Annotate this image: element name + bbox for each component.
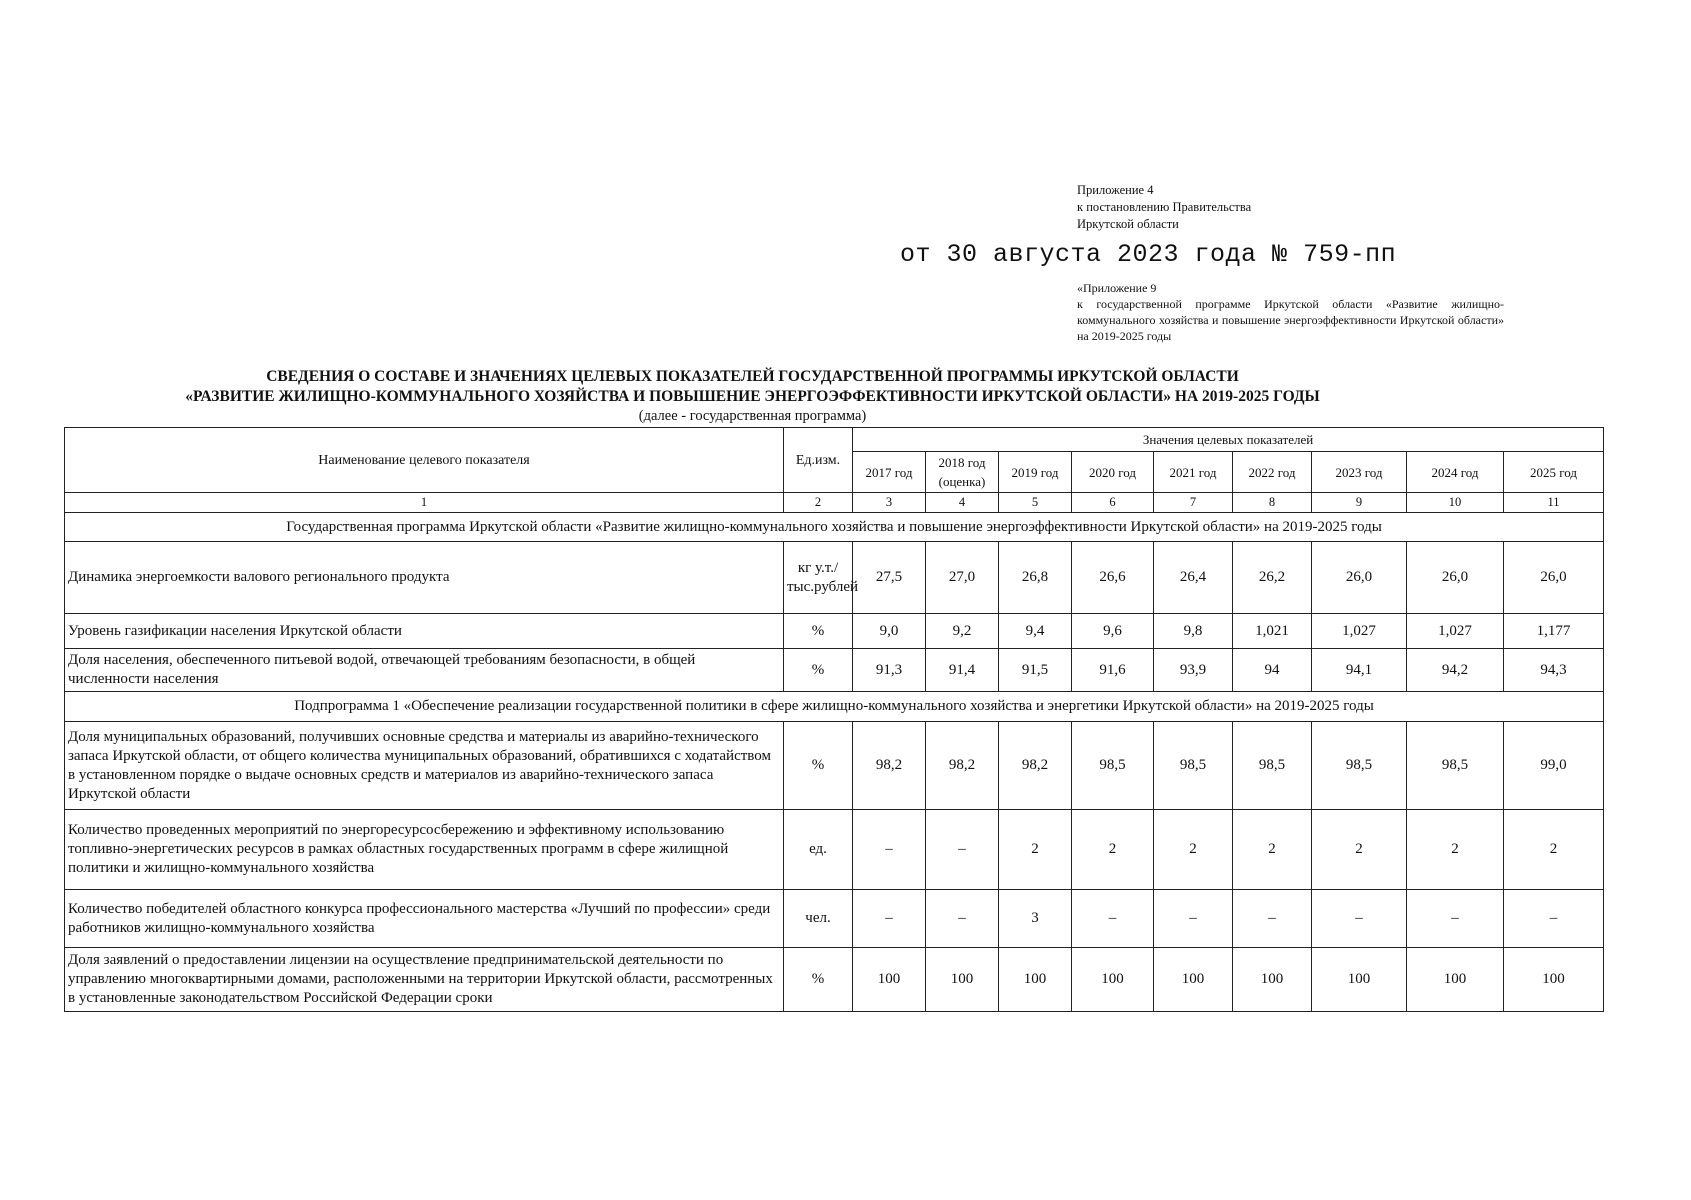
indicator-name: Доля заявлений о предоставлении лицензии на осуществление предпринимательской деятельности по управлению многоквартирными домами, расположенными на территории Иркутской области, рассмотренных в установленные законодательством Российской Федерации сроки bbox=[65, 948, 784, 1012]
indicator-value: 100 bbox=[926, 948, 999, 1012]
indicator-value: 26,0 bbox=[1407, 542, 1504, 614]
indicator-value: 98,5 bbox=[1407, 722, 1504, 810]
indicator-value: 2 bbox=[1072, 810, 1154, 890]
indicator-value: 26,6 bbox=[1072, 542, 1154, 614]
indicator-value: 100 bbox=[1072, 948, 1154, 1012]
column-number: 4 bbox=[926, 493, 999, 513]
section-row bbox=[65, 692, 1604, 722]
indicator-unit: % bbox=[784, 614, 853, 649]
indicator-value: 26,0 bbox=[1312, 542, 1407, 614]
indicator-value: 100 bbox=[1154, 948, 1233, 1012]
header-year: 2017 год bbox=[853, 452, 926, 493]
table-row bbox=[65, 722, 1604, 810]
table-row bbox=[65, 649, 1604, 692]
indicator-value: 2 bbox=[1154, 810, 1233, 890]
indicator-value: 94,3 bbox=[1504, 649, 1604, 692]
appendix-header bbox=[1077, 182, 1251, 233]
document-subtitle: (далее - государственная программа) bbox=[638, 408, 867, 424]
table-row bbox=[65, 810, 1604, 890]
appendix9-title: «Приложение 9 bbox=[1077, 281, 1157, 295]
indicator-value: 2 bbox=[1312, 810, 1407, 890]
header-name: Наименование целевого показателя bbox=[65, 428, 784, 493]
indicator-value: – bbox=[926, 890, 999, 948]
header-values: Значения целевых показателей bbox=[853, 428, 1604, 452]
indicator-value: 94,1 bbox=[1312, 649, 1407, 692]
column-number: 11 bbox=[1504, 493, 1604, 513]
indicator-value: 91,6 bbox=[1072, 649, 1154, 692]
indicator-value: – bbox=[1504, 890, 1604, 948]
header-year: 2018 год (оценка) bbox=[926, 452, 999, 493]
indicator-value: 9,6 bbox=[1072, 614, 1154, 649]
indicators-table bbox=[64, 427, 1604, 1012]
indicator-value: 2 bbox=[999, 810, 1072, 890]
column-number: 2 bbox=[784, 493, 853, 513]
indicator-value: – bbox=[853, 890, 926, 948]
indicator-value: 98,5 bbox=[1312, 722, 1407, 810]
indicator-name: Уровень газификации населения Иркутской области bbox=[65, 614, 784, 649]
indicator-value: 98,5 bbox=[1233, 722, 1312, 810]
indicator-value: 99,0 bbox=[1504, 722, 1604, 810]
header-year: 2020 год bbox=[1072, 452, 1154, 493]
header-year: 2024 год bbox=[1407, 452, 1504, 493]
indicator-value: 26,0 bbox=[1504, 542, 1604, 614]
indicator-value: 91,5 bbox=[999, 649, 1072, 692]
header-year: 2019 год bbox=[999, 452, 1072, 493]
indicator-value: 9,8 bbox=[1154, 614, 1233, 649]
indicator-value: 100 bbox=[1233, 948, 1312, 1012]
indicator-unit: кг у.т./ тыс.рублей bbox=[784, 542, 853, 614]
appendix9-text: к государственной программе Иркутской области «Развитие жилищно-коммунального хозяйства и повышение энергоэффективности Иркутской области» на 2019-2025 годы bbox=[1077, 297, 1504, 343]
indicator-value: – bbox=[926, 810, 999, 890]
indicator-value: 2 bbox=[1504, 810, 1604, 890]
column-number: 5 bbox=[999, 493, 1072, 513]
indicator-name: Динамика энергоемкости валового регионального продукта bbox=[65, 542, 784, 614]
section-title: Государственная программа Иркутской области «Развитие жилищно-коммунального хозяйства и повышение энергоэффективности Иркутской области» на 2019-2025 годы bbox=[65, 513, 1604, 542]
indicator-value: – bbox=[1233, 890, 1312, 948]
indicator-unit: чел. bbox=[784, 890, 853, 948]
indicator-value: 3 bbox=[999, 890, 1072, 948]
indicator-value: 91,4 bbox=[926, 649, 999, 692]
indicator-unit: ед. bbox=[784, 810, 853, 890]
indicator-value: 93,9 bbox=[1154, 649, 1233, 692]
indicator-value: – bbox=[1312, 890, 1407, 948]
indicator-value: 27,0 bbox=[926, 542, 999, 614]
indicator-value: 100 bbox=[1312, 948, 1407, 1012]
indicator-unit: % bbox=[784, 722, 853, 810]
indicator-value: 98,2 bbox=[926, 722, 999, 810]
indicator-value: 100 bbox=[999, 948, 1072, 1012]
section-row bbox=[65, 513, 1604, 542]
indicator-value: 9,0 bbox=[853, 614, 926, 649]
indicator-value: 9,2 bbox=[926, 614, 999, 649]
column-number: 10 bbox=[1407, 493, 1504, 513]
column-number: 9 bbox=[1312, 493, 1407, 513]
indicator-name: Доля муниципальных образований, получивших основные средства и материалы из аварийно-технического запаса Иркутской области, от общего количества муниципальных образований, обратившихся с ходатайством в установленном порядке о выдаче основных средств и материалов из аварийно-технического запаса Иркутской области bbox=[65, 722, 784, 810]
header-year: 2021 год bbox=[1154, 452, 1233, 493]
indicator-value: 1,027 bbox=[1407, 614, 1504, 649]
indicator-value: 1,027 bbox=[1312, 614, 1407, 649]
indicator-value: 26,4 bbox=[1154, 542, 1233, 614]
indicator-value: 27,5 bbox=[853, 542, 926, 614]
table-row bbox=[65, 948, 1604, 1012]
indicator-value: 2 bbox=[1407, 810, 1504, 890]
table-row bbox=[65, 890, 1604, 948]
indicator-value: – bbox=[853, 810, 926, 890]
document-title-line2: «РАЗВИТИЕ ЖИЛИЩНО-КОММУНАЛЬНОГО ХОЗЯЙСТВА И ПОВЫШЕНИЕ ЭНЕРГОЭФФЕКТИВНОСТИ ИРКУТСКОЙ ОБЛАСТИ» НА 2019-2025 ГОДЫ bbox=[185, 388, 1320, 405]
indicator-value: 1,021 bbox=[1233, 614, 1312, 649]
indicator-value: 1,177 bbox=[1504, 614, 1604, 649]
indicator-value: 2 bbox=[1233, 810, 1312, 890]
indicator-value: 98,5 bbox=[1154, 722, 1233, 810]
indicator-value: 94,2 bbox=[1407, 649, 1504, 692]
indicator-value: 26,8 bbox=[999, 542, 1072, 614]
appendix9-block bbox=[1077, 280, 1504, 344]
appendix-line: к постановлению Правительства bbox=[1077, 200, 1252, 214]
column-number: 7 bbox=[1154, 493, 1233, 513]
indicator-value: 9,4 bbox=[999, 614, 1072, 649]
header-year: 2023 год bbox=[1312, 452, 1407, 493]
column-number: 6 bbox=[1072, 493, 1154, 513]
indicator-value: 94 bbox=[1233, 649, 1312, 692]
indicator-value: 100 bbox=[1504, 948, 1604, 1012]
header-year: 2022 год bbox=[1233, 452, 1312, 493]
table-row bbox=[65, 542, 1604, 614]
indicator-value: – bbox=[1072, 890, 1154, 948]
indicator-value: 91,3 bbox=[853, 649, 926, 692]
header-unit: Ед.изм. bbox=[784, 428, 853, 493]
indicator-name: Доля населения, обеспеченного питьевой водой, отвечающей требованиям безопасности, в общей численности населения bbox=[65, 649, 784, 692]
indicator-name: Количество проведенных мероприятий по энергоресурсосбережению и эффективному использованию топливно-энергетических ресурсов в рамках областных государственных программ в сфере жилищной политики и жилищно-коммунального хозяйства bbox=[65, 810, 784, 890]
indicator-unit: % bbox=[784, 649, 853, 692]
column-number: 3 bbox=[853, 493, 926, 513]
indicator-unit: % bbox=[784, 948, 853, 1012]
appendix-line: Приложение 4 bbox=[1077, 183, 1154, 197]
section-title: Подпрограмма 1 «Обеспечение реализации государственной политики в сфере жилищно-коммунального хозяйства и энергетики Иркутской области» на 2019-2025 годы bbox=[65, 692, 1604, 722]
indicator-value: 98,2 bbox=[999, 722, 1072, 810]
indicator-value: 26,2 bbox=[1233, 542, 1312, 614]
indicator-value: 98,5 bbox=[1072, 722, 1154, 810]
indicator-value: – bbox=[1154, 890, 1233, 948]
indicator-value: 98,2 bbox=[853, 722, 926, 810]
column-number: 1 bbox=[65, 493, 784, 513]
indicator-value: 100 bbox=[1407, 948, 1504, 1012]
appendix-line: Иркутской области bbox=[1077, 217, 1179, 231]
table-row bbox=[65, 614, 1604, 649]
document-title-line1: СВЕДЕНИЯ О СОСТАВЕ И ЗНАЧЕНИЯХ ЦЕЛЕВЫХ ПОКАЗАТЕЛЕЙ ГОСУДАРСТВЕННОЙ ПРОГРАММЫ ИРКУТСКОЙ ОБЛАСТИ bbox=[266, 368, 1239, 385]
indicator-name: Количество победителей областного конкурса профессионального мастерства «Лучший по профессии» среди работников жилищно-коммунального хозяйства bbox=[65, 890, 784, 948]
decree-date-number: от 30 августа 2023 года № 759-пп bbox=[900, 240, 1397, 269]
indicator-value: 100 bbox=[853, 948, 926, 1012]
indicator-value: – bbox=[1407, 890, 1504, 948]
column-number: 8 bbox=[1233, 493, 1312, 513]
header-year: 2025 год bbox=[1504, 452, 1604, 493]
